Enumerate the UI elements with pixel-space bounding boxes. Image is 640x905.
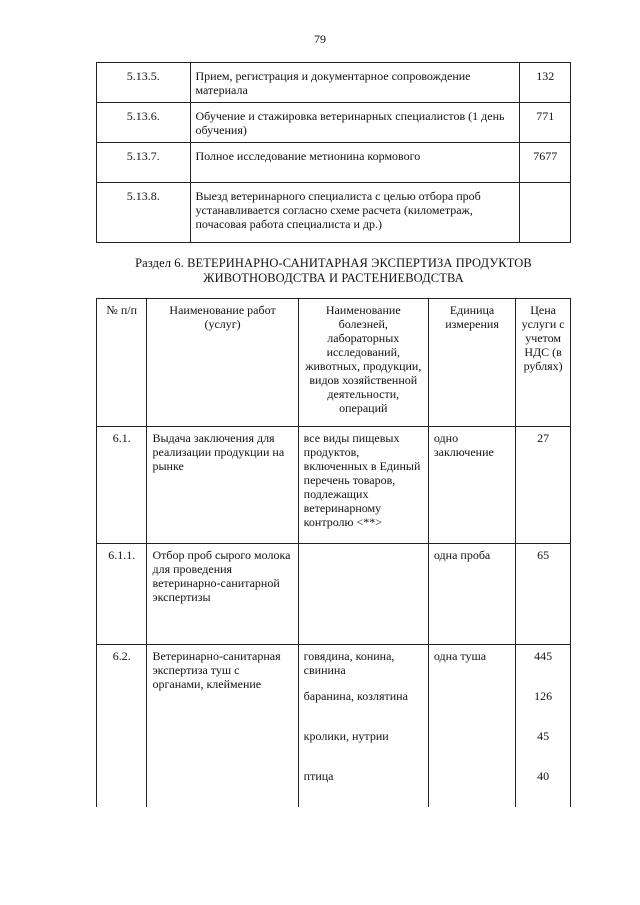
row-number: 5.13.8. (97, 183, 191, 243)
row-number: 5.13.6. (97, 103, 191, 143)
row-number: 5.13.7. (97, 143, 191, 183)
table-row (97, 427, 571, 544)
section-title-line: Раздел 6. ВЕТЕРИНАРНО-САНИТАРНАЯ ЭКСПЕРТИЗА ПРОДУКТОВ (135, 256, 532, 270)
section6-table (96, 298, 571, 807)
page-number: 79 (314, 32, 326, 46)
sub-item-price: 45 (537, 729, 550, 743)
table-header-row (97, 299, 571, 427)
sub-item-price: 40 (537, 769, 550, 783)
services-table-continued (96, 62, 571, 243)
header-price: Цена услуги с учетом НДС (в рублях) (516, 299, 571, 427)
row-number: 5.13.5. (97, 63, 191, 103)
header-work: Наименование работ (услуг) (147, 299, 298, 427)
header-diseases: Наименование болезней, лабораторных исследований, животных, продукции, видов хозяйственной деятельности, операций (298, 299, 428, 427)
sub-item-name: птица (303, 769, 334, 783)
service-price: 132 (520, 63, 571, 103)
table-row (97, 544, 571, 645)
section-title-line: ЖИВОТНОВОДСТВА И РАСТЕНИЕВОДСТВА (203, 271, 464, 285)
table-row (97, 645, 571, 807)
price: 27 (516, 427, 571, 544)
service-name: Обучение и стажировка ветеринарных специалистов (1 день обучения) (190, 103, 520, 143)
item-name (298, 544, 428, 645)
work-name: Отбор проб сырого молока для проведения ветеринарно-санитарной экспертизы (147, 544, 298, 645)
section-title (96, 256, 571, 286)
row-number: 6.2. (97, 645, 147, 807)
sub-item-price: 445 (534, 649, 553, 663)
table-row (97, 143, 571, 183)
item-name: все виды пищевых продуктов, включенных в Единый перечень товаров, подлежащих ветеринарному контролю <**> (298, 427, 428, 544)
service-name: Выезд ветеринарного специалиста с целью отбора проб устанавливается согласно схеме расчета (километраж, почасовая работа специалиста и др.) (190, 183, 520, 243)
service-price: 7677 (520, 143, 571, 183)
service-price: 771 (520, 103, 571, 143)
service-price (520, 183, 571, 243)
unit: одно заключение (428, 427, 515, 544)
sub-prices-cell (516, 645, 571, 807)
sub-item-name: баранина, козлятина (303, 689, 408, 703)
sub-items-cell (298, 645, 428, 807)
sub-item-name: говядина, конина, свинина (303, 649, 395, 677)
unit: одна туша (428, 645, 515, 807)
header-num: № п/п (97, 299, 147, 427)
sub-item-price: 126 (534, 689, 553, 703)
price: 65 (516, 544, 571, 645)
sub-item-name: кролики, нутрии (303, 729, 389, 743)
row-number: 6.1. (97, 427, 147, 544)
table-row (97, 63, 571, 103)
work-name: Выдача заключения для реализации продукции на рынке (147, 427, 298, 544)
row-number: 6.1.1. (97, 544, 147, 645)
work-name: Ветеринарно-санитарная экспертиза туш с органами, клеймение (147, 645, 298, 807)
table-row (97, 183, 571, 243)
unit: одна проба (428, 544, 515, 645)
service-name: Прием, регистрация и документарное сопровождение материала (190, 63, 520, 103)
service-name: Полное исследование метионина кормового (190, 143, 520, 183)
table-row (97, 103, 571, 143)
header-unit: Единица измерения (428, 299, 515, 427)
